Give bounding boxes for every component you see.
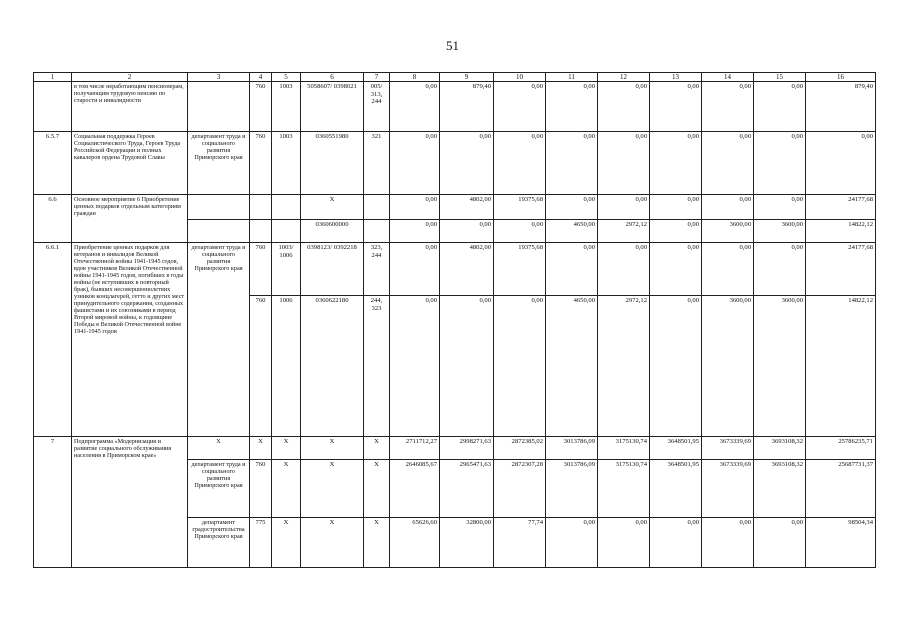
value-cell: 0,00 [390,82,440,132]
item-name-cell: Основное мероприятие 6 Приобретение ценных подарков отдельным категориям граждан [72,195,188,243]
header-cell: 16 [806,73,876,82]
table-body [34,73,876,568]
value-cell: 0,00 [806,132,876,195]
code-cell: X [301,437,364,460]
value-cell: 0,00 [598,195,650,220]
header-cell: 7 [364,73,390,82]
department-cell: департамент труда и социального развития Приморского края [188,132,250,195]
value-cell: 0,00 [702,132,754,195]
value-cell: 0,00 [390,195,440,220]
value-cell: 0,00 [494,220,546,243]
item-name-cell: Социальная поддержка Героев Социалистического Труда, Героев Труда Российской Федерации и полных кавалеров ордена Трудовой Славы [72,132,188,195]
value-cell: 0,00 [390,132,440,195]
header-cell: 2 [72,73,188,82]
item-name-cell: Подпрограмма «Модернизация и развитие социального обслуживания населения в Приморском крае» [72,437,188,568]
department-cell: департамент градостроительства Приморского края [188,518,250,568]
value-cell: 0,00 [702,195,754,220]
value-cell: 2711712,27 [390,437,440,460]
value-cell: 4650,00 [546,220,598,243]
value-cell: 0,00 [494,82,546,132]
value-cell: 0,00 [390,220,440,243]
code-cell: 760 [250,460,272,518]
header-cell: 8 [390,73,440,82]
value-cell: 0,00 [702,243,754,296]
value-cell: 3013786,09 [546,437,598,460]
value-cell: 3648501,95 [650,460,702,518]
code-cell [250,195,272,220]
value-cell: 14822,12 [806,296,876,437]
code-cell: X [364,460,390,518]
table-row [34,437,876,460]
value-cell: 24177,68 [806,243,876,296]
value-cell: 4802,00 [440,243,494,296]
code-cell: X [250,437,272,460]
value-cell: 0,00 [650,82,702,132]
value-cell: 3175130,74 [598,437,650,460]
value-cell: 0,00 [546,195,598,220]
department-cell: департамент труда и социального развития Приморского края [188,243,250,437]
code-cell: 321 [364,132,390,195]
value-cell: 0,00 [598,82,650,132]
department-cell [188,82,250,132]
value-cell: 0,00 [650,195,702,220]
code-cell: 0360600000 [301,220,364,243]
value-cell: 0,00 [390,243,440,296]
value-cell: 77,74 [494,518,546,568]
code-cell: X [301,460,364,518]
row-number-cell: 6.5.7 [34,132,72,195]
code-cell: 005/ 313, 244 [364,82,390,132]
header-cell: 1 [34,73,72,82]
header-cell: 9 [440,73,494,82]
department-cell: департамент труда и социального развития Приморского края [188,460,250,518]
value-cell: 3600,00 [754,220,806,243]
value-cell: 2646085,67 [390,460,440,518]
value-cell: 3693108,32 [754,460,806,518]
value-cell: 25786235,71 [806,437,876,460]
value-cell: 0,00 [390,296,440,437]
code-cell: X [272,437,301,460]
header-cell: 11 [546,73,598,82]
code-cell: 5058607/ 0398021 [301,82,364,132]
header-cell: 3 [188,73,250,82]
department-cell [188,195,250,220]
value-cell: 14822,12 [806,220,876,243]
row-number-cell [34,82,72,132]
value-cell: 3600,00 [702,220,754,243]
value-cell: 0,00 [494,296,546,437]
value-cell: 3673339,69 [702,460,754,518]
code-cell: X [272,460,301,518]
value-cell: 3600,00 [754,296,806,437]
code-cell: 0398123/ 0392218 [301,243,364,296]
value-cell: 0,00 [754,132,806,195]
row-number-cell: 7 [34,437,72,568]
value-cell: 19375,68 [494,195,546,220]
value-cell: 3175130,74 [598,460,650,518]
code-cell: 775 [250,518,272,568]
value-cell: 24177,68 [806,195,876,220]
value-cell: 0,00 [546,82,598,132]
table-row [34,195,876,220]
department-cell [188,220,250,243]
item-name-cell: Приобретение ценных подарков для ветеранов и инвалидов Великой Отечественной войны 1941-1945 годов, вдов участников Великой Отечественной войны 1941-1945 годов, погибших в годы войны (не вступивших в повторный брак), бывших несовершеннолетних узников концлагерей, гетто и других мест принудительного содержания, созданных фашистами и их союзниками в период Второй мировой войны, к годовщине Победы в Великой Отечественной войне 1941-1945 годов [72,243,188,437]
value-cell: 3673339,69 [702,437,754,460]
value-cell: 4802,00 [440,195,494,220]
department-cell: X [188,437,250,460]
code-cell: 1003 [272,132,301,195]
code-cell: 323, 244 [364,243,390,296]
value-cell: 0,00 [494,132,546,195]
value-cell: 3693108,32 [754,437,806,460]
value-cell: 2972,12 [598,296,650,437]
value-cell: 3600,00 [702,296,754,437]
row-number-cell: 6.6 [34,195,72,243]
code-cell [364,195,390,220]
value-cell: 2998271,63 [440,437,494,460]
value-cell: 4650,00 [546,296,598,437]
header-cell: 5 [272,73,301,82]
value-cell: 0,00 [546,518,598,568]
value-cell: 2872385,02 [494,437,546,460]
value-cell: 2972,12 [598,220,650,243]
value-cell: 0,00 [754,82,806,132]
value-cell: 0,00 [702,82,754,132]
value-cell: 0,00 [598,132,650,195]
code-cell [364,220,390,243]
table-row [34,132,876,195]
value-cell: 0,00 [650,518,702,568]
code-cell: 760 [250,296,272,437]
code-cell: X [301,195,364,220]
code-cell: 244, 323 [364,296,390,437]
value-cell: 0,00 [702,518,754,568]
value-cell: 0,00 [440,296,494,437]
table-row [34,82,876,132]
code-cell: 760 [250,82,272,132]
row-number-cell: 6.6.1 [34,243,72,437]
item-name-cell: в том числе неработающим пенсионерам, получающим трудовую пенсию по старости и инвалидности [72,82,188,132]
header-cell: 15 [754,73,806,82]
code-cell [272,220,301,243]
value-cell: 25687731,37 [806,460,876,518]
value-cell: 0,00 [546,243,598,296]
value-cell: 0,00 [754,518,806,568]
code-cell: 0360622180 [301,296,364,437]
header-cell: 10 [494,73,546,82]
value-cell: 2965471,63 [440,460,494,518]
value-cell: 3013786,09 [546,460,598,518]
header-cell: 12 [598,73,650,82]
header-cell: 14 [702,73,754,82]
header-cell: 4 [250,73,272,82]
code-cell: 0360551980 [301,132,364,195]
code-cell: X [364,518,390,568]
value-cell: 0,00 [440,220,494,243]
value-cell: 0,00 [440,132,494,195]
code-cell: 1006 [272,296,301,437]
header-cell: 6 [301,73,364,82]
value-cell: 19375,68 [494,243,546,296]
value-cell: 0,00 [598,518,650,568]
value-cell: 65626,60 [390,518,440,568]
code-cell: 760 [250,243,272,296]
value-cell: 0,00 [650,220,702,243]
value-cell: 32800,00 [440,518,494,568]
value-cell: 98504,34 [806,518,876,568]
code-cell: 1003 [272,82,301,132]
value-cell: 0,00 [650,296,702,437]
code-cell [250,220,272,243]
code-cell: X [301,518,364,568]
value-cell: 0,00 [650,132,702,195]
value-cell: 0,00 [754,195,806,220]
budget-table [33,72,876,568]
value-cell: 879,40 [806,82,876,132]
value-cell: 0,00 [650,243,702,296]
code-cell: X [364,437,390,460]
value-cell: 879,40 [440,82,494,132]
value-cell: 2872307,28 [494,460,546,518]
value-cell: 0,00 [754,243,806,296]
page-number: 51 [446,38,459,53]
code-cell: 1003/ 1006 [272,243,301,296]
code-cell: 760 [250,132,272,195]
code-cell [272,195,301,220]
value-cell: 0,00 [546,132,598,195]
header-row [34,73,876,82]
value-cell: 3648501,95 [650,437,702,460]
header-cell: 13 [650,73,702,82]
table-row [34,243,876,296]
value-cell: 0,00 [598,243,650,296]
code-cell: X [272,518,301,568]
